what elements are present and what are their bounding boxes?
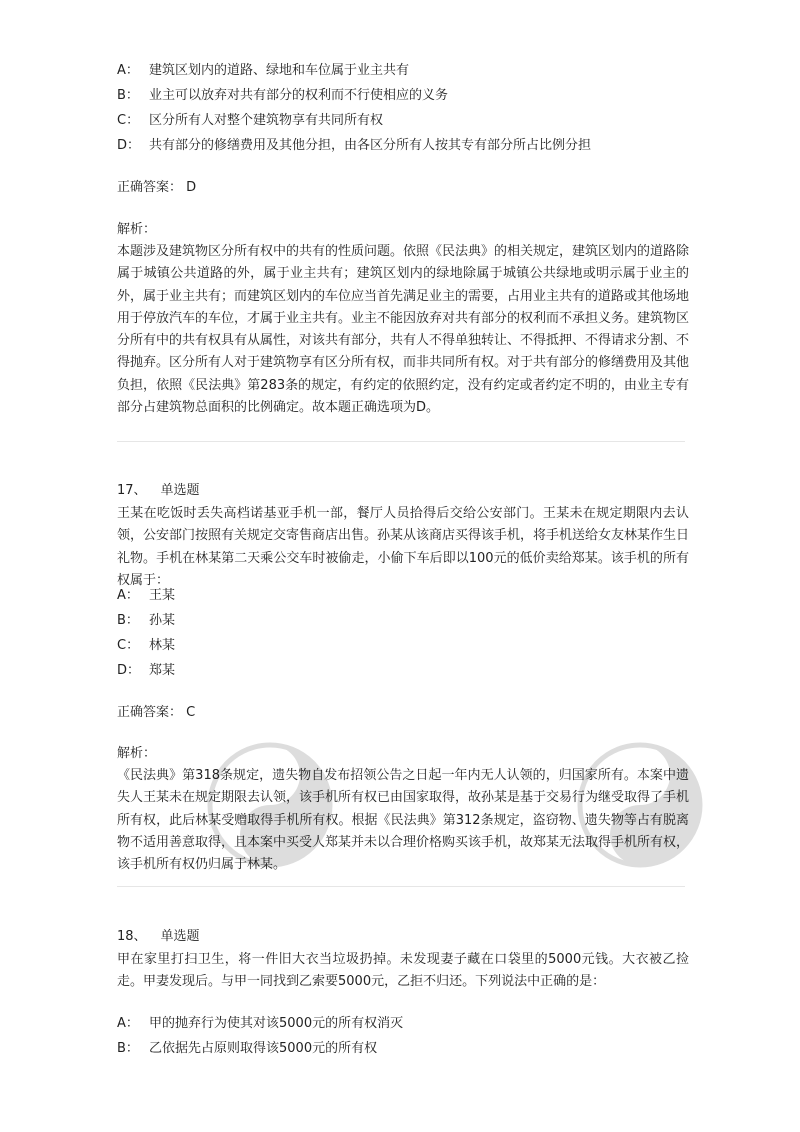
option-key: C： <box>117 113 140 128</box>
option-text: 区分所有人对整个建筑物享有共同所有权 <box>149 113 384 128</box>
option-text: 业主可以放弃对共有部分的权利而不行使相应的义务 <box>149 88 449 103</box>
q16-answer: 正确答案： D <box>117 180 197 195</box>
option-key: D： <box>117 138 141 153</box>
option-text: 甲的抛弃行为使其对该5000元的所有权消灭 <box>149 1016 404 1031</box>
q17-analysis-label: 解析： <box>117 746 157 761</box>
q18-stem: 甲在家里打扫卫生，将一件旧大衣当垃圾扔掉。未发现妻子藏在口袋里的5000元钱。大衣被乙捡走。甲妻发现后。与甲一同找到乙索要5000元，乙拒不归还。下列说法中正确的是： <box>117 952 689 990</box>
question-divider <box>117 441 685 442</box>
q17-option-c <box>117 635 175 658</box>
question-type: 单选题 <box>160 929 200 944</box>
option-text: 孙某 <box>149 613 176 628</box>
option-key: A： <box>117 1016 139 1031</box>
option-key: A： <box>117 63 139 78</box>
q16-option-d <box>117 135 591 158</box>
q16-analysis-label: 解析： <box>117 222 157 237</box>
q17-option-a <box>117 585 175 608</box>
watermark-logo <box>570 735 710 875</box>
q16-option-c <box>117 110 383 133</box>
option-key: B： <box>117 1041 139 1056</box>
q17-header <box>117 480 200 503</box>
option-key: D： <box>117 663 141 678</box>
question-divider <box>117 886 685 887</box>
question-number: 17、 <box>117 483 147 498</box>
option-text: 建筑区划内的道路、绿地和车位属于业主共有 <box>149 63 410 78</box>
q17-option-d <box>117 660 175 683</box>
q18-option-a <box>117 1013 403 1036</box>
option-text: 共有部分的修缮费用及其他分担，由各区分所有人按其专有部分所占比例分担 <box>149 138 592 153</box>
q18-header <box>117 926 200 949</box>
question-type: 单选题 <box>160 483 200 498</box>
question-number: 18、 <box>117 929 147 944</box>
option-text: 乙依据先占原则取得该5000元的所有权 <box>149 1041 378 1056</box>
option-text: 王某 <box>149 588 176 603</box>
option-text: 郑某 <box>149 663 176 678</box>
option-key: C： <box>117 638 140 653</box>
option-key: A： <box>117 588 139 603</box>
q17-answer: 正确答案： C <box>117 705 196 720</box>
q17-analysis-text: 《民法典》第318条规定，遗失物自发布招领公告之日起一年内无人认领的，归国家所有。本案中遗失人王某未在规定期限去认领，该手机所有权已由国家取得，故孙某是基于交易行为继受取得了手机所有权，此后林某受赠取得手机所有权。根据《民法典》第312条规定，盗窃物、遗失物等占有脱离物不适用善意取得，且本案中买受人郑某并未以合理价格购买该手机，故郑某无法取得手机所有权，该手机所有权仍归属于林某。 <box>117 768 690 873</box>
q16-option-a <box>117 60 409 83</box>
q18-option-b <box>117 1038 377 1061</box>
q16-option-b <box>117 85 448 108</box>
option-key: B： <box>117 88 139 103</box>
q17-stem: 王某在吃饭时丢失高档诺基亚手机一部，餐厅人员拾得后交给公安部门。王某未在规定期限内去认领，公安部门按照有关规定交寄售商店出售。孙某从该商店买得该手机，将手机送给女友林某作生日礼物。手机在林某第二天乘公交车时被偷走，小偷下车后即以100元的低价卖给郑某。该手机的所有权属于： <box>117 506 690 588</box>
watermark-logo <box>200 735 340 875</box>
q16-analysis-text: 本题涉及建筑物区分所有权中的共有的性质问题。依照《民法典》的相关规定，建筑区划内的道路除属于城镇公共道路的外，属于业主共有；建筑区划内的绿地除属于城镇公共绿地或明示属于业主的外，属于业主共有；而建筑区划内的车位应当首先满足业主的需要，占用业主共有的道路或其他场地用于停放汽车的车位，才属于业主共有。业主不能因放弃对共有部分的权利而不承担义务。建筑物区分所有中的共有权具有从属性，对该共有部分，共有人不得单独转让、不得抵押、不得请求分割、不得抛弃。区分所有人对于建筑物享有区分所有权，而非共同所有权。对于共有部分的修缮费用及其他负担，依照《民法典》第283条的规定，有约定的依照约定，没有约定或者约定不明的，由业主专有部分占建筑物总面积的比例确定。故本题正确选项为D。 <box>117 244 690 416</box>
option-text: 林某 <box>149 638 176 653</box>
q17-option-b <box>117 610 175 633</box>
option-key: B： <box>117 613 139 628</box>
